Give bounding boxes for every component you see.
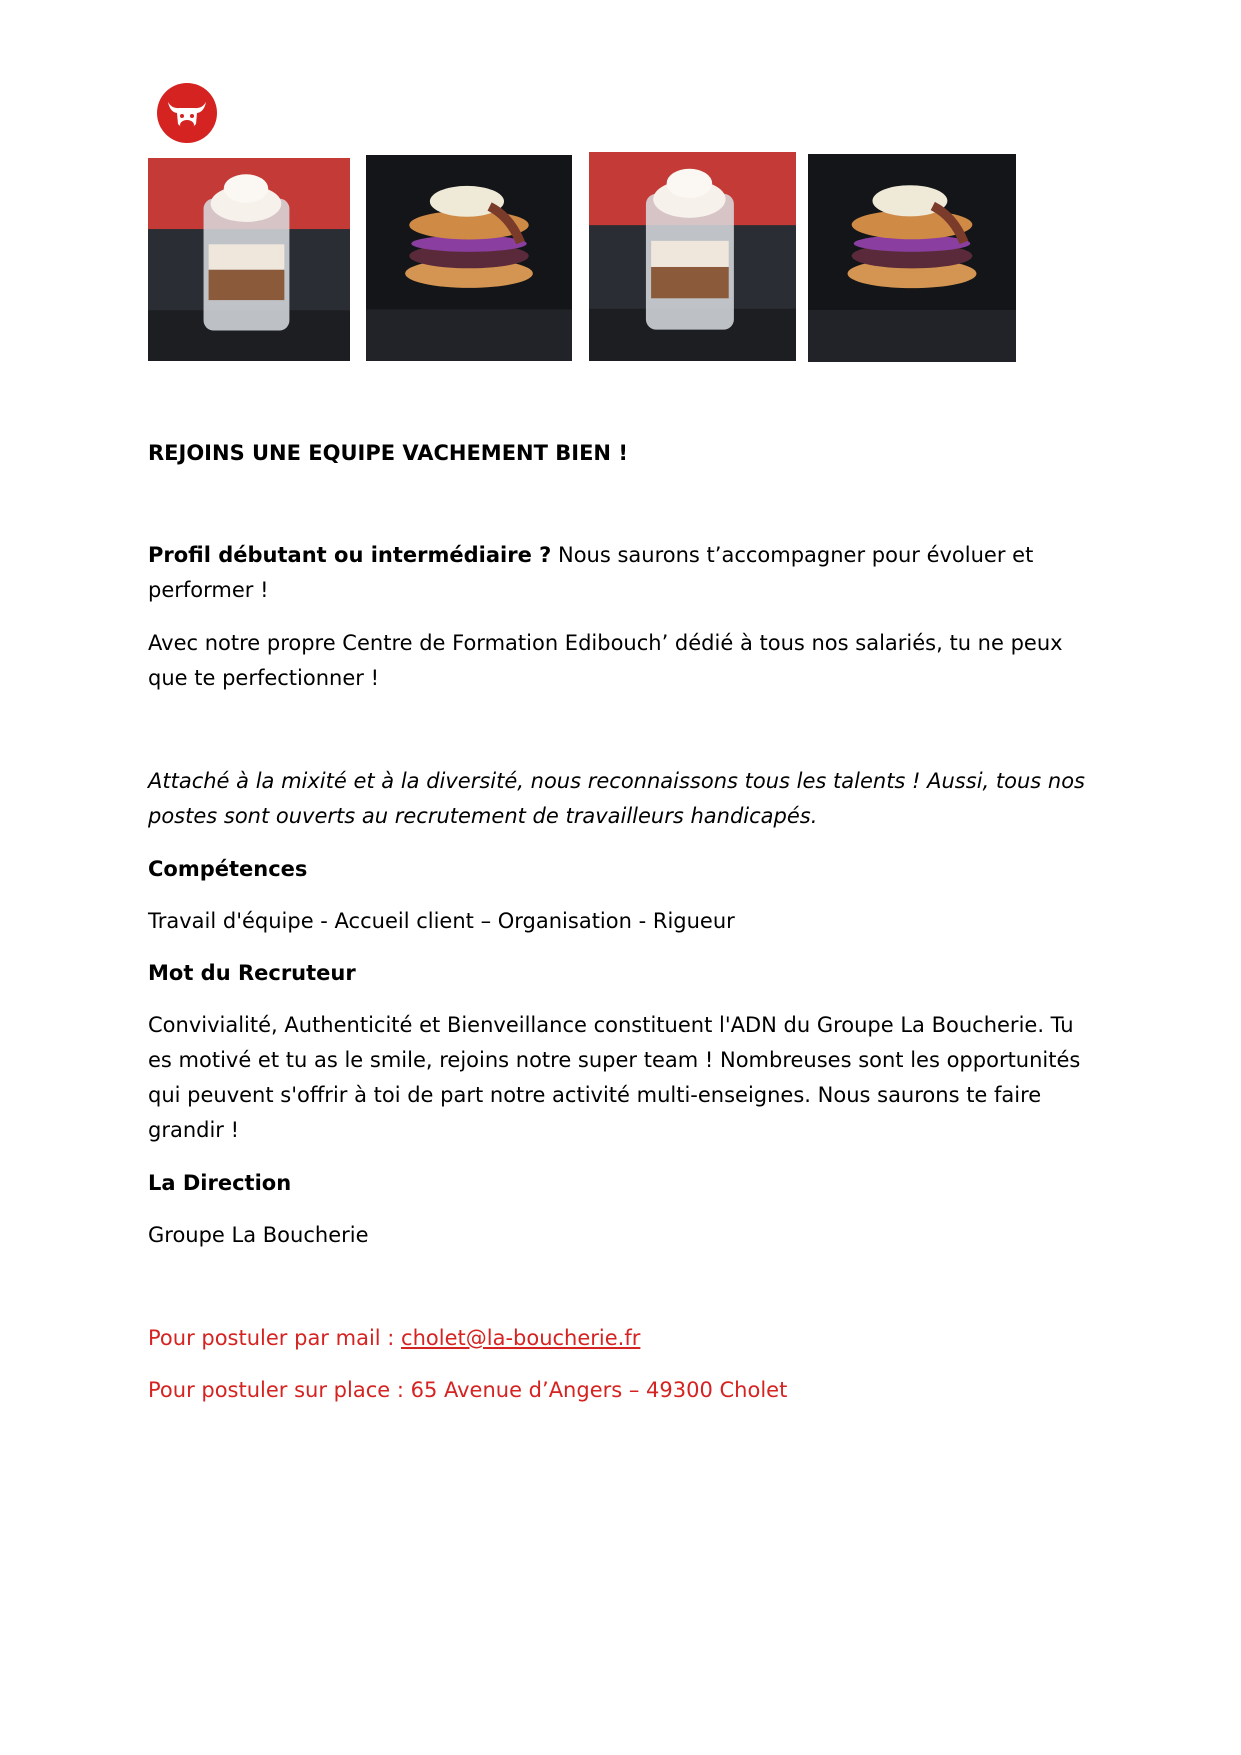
recruiter-word-heading: Mot du Recruteur [148,961,356,985]
direction-text: Groupe La Boucherie [148,1223,369,1247]
bull-head-logo [156,82,218,144]
page-title: REJOINS UNE EQUIPE VACHEMENT BIEN ! [148,441,628,465]
direction-heading: La Direction [148,1171,292,1195]
formation-paragraph: Avec notre propre Centre de Formation Edibouch’ dédié à tous nos salariés, tu ne peux que te perfectionner ! [148,631,1063,690]
apply-by-mail [148,1321,1098,1356]
competences-text: Travail d'équipe - Accueil client – Organisation - Rigueur [148,909,735,933]
competences-heading: Compétences [148,857,308,881]
burger-photo [808,154,1016,362]
dessert-jar-photo [589,152,796,361]
burger-photo [366,155,572,361]
email-link[interactable]: cholet@la-boucherie.fr [401,1326,641,1350]
profil-text: Nous saurons t’accompagner pour évoluer et performer ! [148,543,1034,602]
profil-paragraph [148,538,1098,608]
profil-question: Profil débutant ou intermédiaire ? [148,543,552,567]
apply-mail-label: Pour postuler par mail : [148,1326,402,1350]
recruiter-word-text: Convivialité, Authenticité et Bienveillance constituent l'ADN du Groupe La Boucherie. Tu es motivé et tu as le smile, rejoins notre super team ! Nombreuses sont les opportunités qui peuvent s'offrir à toi de part notre activité multi-enseignes. Nous saurons te faire grandir ! [148,1013,1081,1142]
bull-head-icon [156,82,218,144]
dessert-jar-photo [148,158,350,361]
apply-on-site: Pour postuler sur place : 65 Avenue d’Angers – 49300 Cholet [148,1378,788,1402]
diversity-paragraph: Attaché à la mixité et à la diversité, nous reconnaissons tous les talents ! Aussi, tous nos postes sont ouverts au recrutement de travailleurs handicapés. [148,769,1085,828]
